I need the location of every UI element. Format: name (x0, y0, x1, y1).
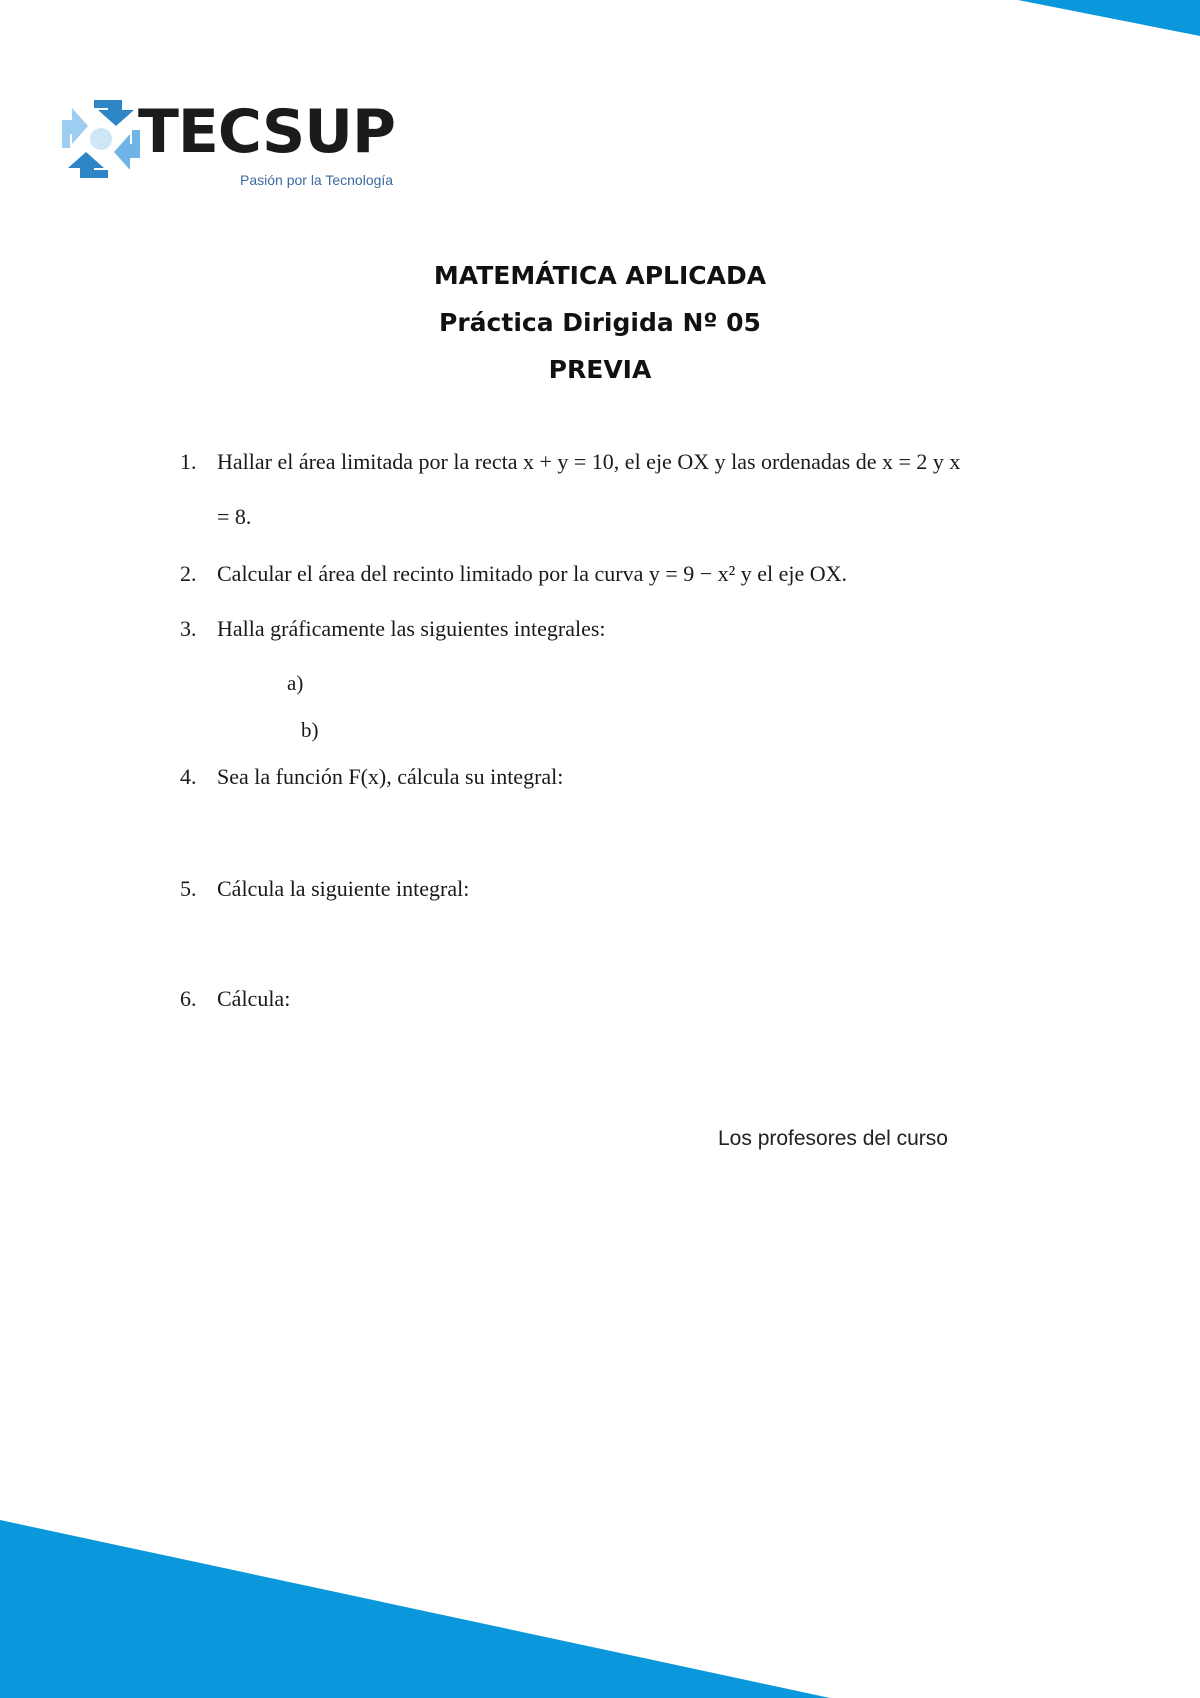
bottom-corner-band (0, 1500, 1200, 1698)
signature: Los profesores del curso (718, 1127, 948, 1150)
question-number: 2. (180, 561, 197, 586)
document-header (0, 252, 1200, 393)
question-text-continuation: = 8. (217, 504, 252, 529)
question-text: Hallar el área limitada por la recta x + y = 10, el eje OX y las ordenadas de x = 2 y x (217, 449, 961, 474)
question-text: Sea la función F(x), cálcula su integral: (217, 764, 564, 789)
question-number: 5. (180, 876, 197, 901)
logo-tagline: Pasión por la Tecnología (240, 172, 394, 188)
logo-wordmark: TECSUP (138, 97, 395, 167)
question-number: 3. (180, 616, 197, 641)
tecsup-logo (58, 96, 403, 196)
practice-type: PREVIA (548, 355, 652, 384)
recycle-arrows-icon (58, 96, 144, 182)
question-number: 6. (180, 986, 197, 1011)
question-text: Cálcula: (217, 986, 291, 1011)
question-text: Calcular el área del recinto limitado por la curva y = 9 − x² y el eje OX. (217, 561, 848, 586)
question-text: Halla gráficamente las siguientes integrales: (217, 616, 606, 641)
question-number: 1. (180, 449, 197, 474)
course-title: MATEMÁTICA APLICADA (433, 261, 767, 290)
practice-title: Práctica Dirigida Nº 05 (439, 308, 761, 337)
question-number: 4. (180, 764, 197, 789)
top-corner-band (0, 0, 1200, 60)
subitem-b: b) (301, 718, 319, 742)
subitem-a: a) (287, 671, 304, 695)
question-text: Cálcula la siguiente integral: (217, 876, 470, 901)
